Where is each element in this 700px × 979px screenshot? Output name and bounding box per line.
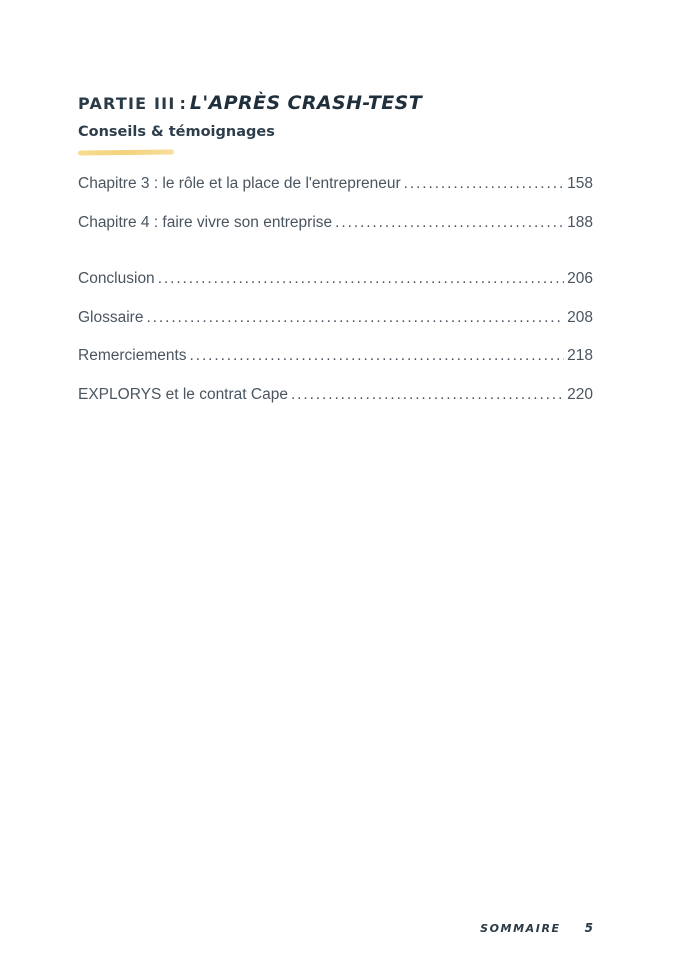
toc-entry-page: 188 — [567, 213, 593, 231]
part-subtitle: Conseils & témoignages — [78, 124, 275, 140]
toc-entry-label: Chapitre 3 : le rôle et la place de l'entrepreneur — [78, 175, 401, 192]
highlight-underline — [78, 149, 174, 155]
toc-entry-label: Glossaire — [78, 308, 144, 326]
toc-entry[interactable] — [78, 215, 593, 254]
part-heading — [78, 94, 422, 113]
toc-leader-dots — [404, 176, 565, 192]
part-label: PARTIE III — [78, 94, 176, 113]
toc-leader-dots — [291, 387, 564, 403]
toc-entry-label: Conclusion — [78, 270, 155, 287]
part-colon: : — [179, 94, 186, 113]
toc-entry-label: Remerciements — [78, 347, 187, 364]
toc-chapters — [78, 176, 593, 253]
toc-entry[interactable] — [78, 348, 593, 387]
toc-entry-page: 206 — [567, 270, 593, 287]
page-footer — [480, 921, 593, 935]
footer-page-number: 5 — [584, 921, 593, 935]
toc-entry[interactable] — [78, 176, 593, 215]
part-title: L'APRÈS CRASH-TEST — [189, 92, 423, 114]
toc-entry[interactable] — [78, 310, 593, 349]
toc-leader-dots — [146, 310, 564, 326]
toc-leader-dots — [190, 348, 565, 364]
toc-entry[interactable] — [78, 387, 593, 426]
toc-entry-page: 208 — [567, 308, 593, 326]
toc-entry-label: Chapitre 4 : faire vivre son entreprise — [78, 213, 333, 231]
footer-section-label: SOMMAIRE — [480, 922, 561, 935]
toc-entry-page: 220 — [567, 385, 593, 403]
toc-back-matter — [78, 271, 593, 425]
toc-entry-label: EXPLORYS et le contrat Cape — [78, 385, 288, 403]
toc-leader-dots — [158, 271, 564, 287]
toc-entry[interactable] — [78, 271, 593, 310]
toc-entry-page: 158 — [567, 175, 593, 192]
toc-entry-page: 218 — [567, 347, 593, 364]
toc-leader-dots — [335, 215, 564, 231]
